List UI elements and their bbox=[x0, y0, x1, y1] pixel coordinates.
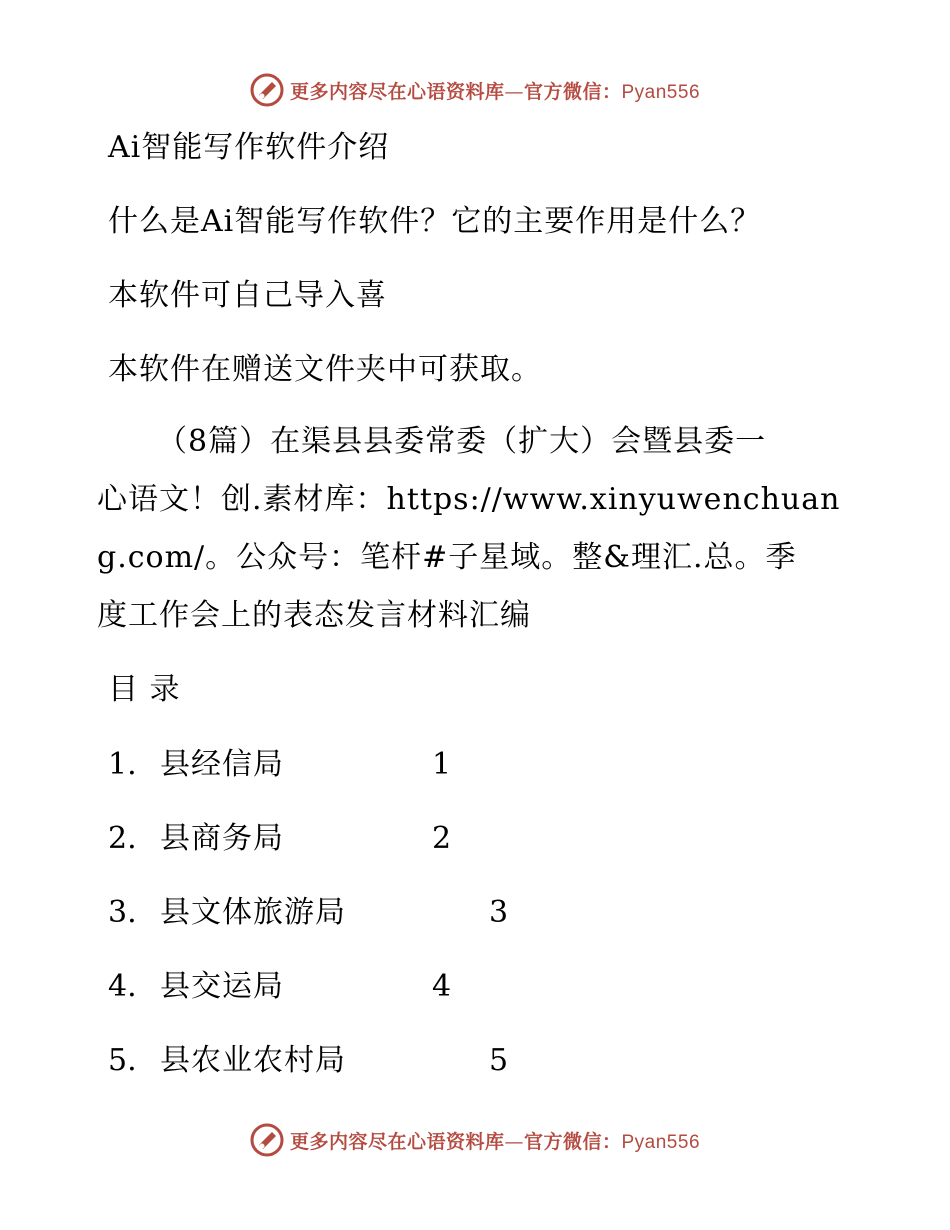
paragraph-line-3: g.com/。公众号：笔杆#子星域。整&理汇.总。季 bbox=[97, 540, 797, 575]
banner-text: 更多内容尽在心语资料库 bbox=[289, 80, 505, 103]
brand-logo-icon bbox=[250, 1123, 284, 1157]
toc-item-number: 4. bbox=[108, 969, 137, 1004]
question-line: 什么是Ai智能写作软件？它的主要作用是什么？ bbox=[108, 204, 762, 239]
toc-item-number: 1. bbox=[108, 747, 137, 782]
toc-item-name: 县农业农村局 bbox=[160, 1043, 346, 1078]
toc-item-name: 县交运局 bbox=[160, 969, 284, 1004]
toc-item-page: 5 bbox=[489, 1043, 509, 1078]
toc-item-name: 县文体旅游局 bbox=[160, 895, 346, 930]
import-line: 本软件可自己导入喜 bbox=[108, 278, 387, 313]
toc-item-page: 2 bbox=[432, 821, 452, 856]
toc-item-page: 1 bbox=[432, 747, 452, 782]
banner-dash: — bbox=[504, 80, 524, 103]
toc-item-number: 3. bbox=[108, 895, 137, 930]
toc-item-number: 5. bbox=[108, 1043, 137, 1078]
paragraph-line-2: 心语文！创.素材库：https://www.xinyuwenchuan bbox=[97, 482, 841, 517]
toc-heading: 目 录 bbox=[108, 672, 181, 707]
toc-item-page: 4 bbox=[432, 969, 452, 1004]
footer-banner bbox=[0, 1120, 950, 1160]
toc-item-name: 县商务局 bbox=[160, 821, 284, 856]
banner-contact: 官方微信： bbox=[523, 1130, 622, 1153]
title-line: Ai智能写作软件介绍 bbox=[108, 130, 390, 165]
toc-item-name: 县经信局 bbox=[160, 747, 284, 782]
banner-wechat: Pyan556 bbox=[621, 1131, 701, 1153]
brand-logo-icon bbox=[250, 73, 284, 107]
header-banner bbox=[0, 70, 950, 110]
paragraph-line-4: 度工作会上的表态发言材料汇编 bbox=[97, 598, 531, 633]
banner-text: 更多内容尽在心语资料库 bbox=[289, 1130, 505, 1153]
folder-line: 本软件在赠送文件夹中可获取。 bbox=[108, 352, 542, 387]
banner-wechat: Pyan556 bbox=[621, 81, 701, 103]
intro-paragraph bbox=[97, 413, 857, 645]
banner-dash: — bbox=[504, 1130, 524, 1153]
paragraph-line-1: （8篇）在渠县县委常委（扩大）会暨县委一 bbox=[157, 424, 767, 459]
toc-item-number: 2. bbox=[108, 821, 137, 856]
banner-contact: 官方微信： bbox=[523, 80, 622, 103]
toc-item-page: 3 bbox=[489, 895, 509, 930]
